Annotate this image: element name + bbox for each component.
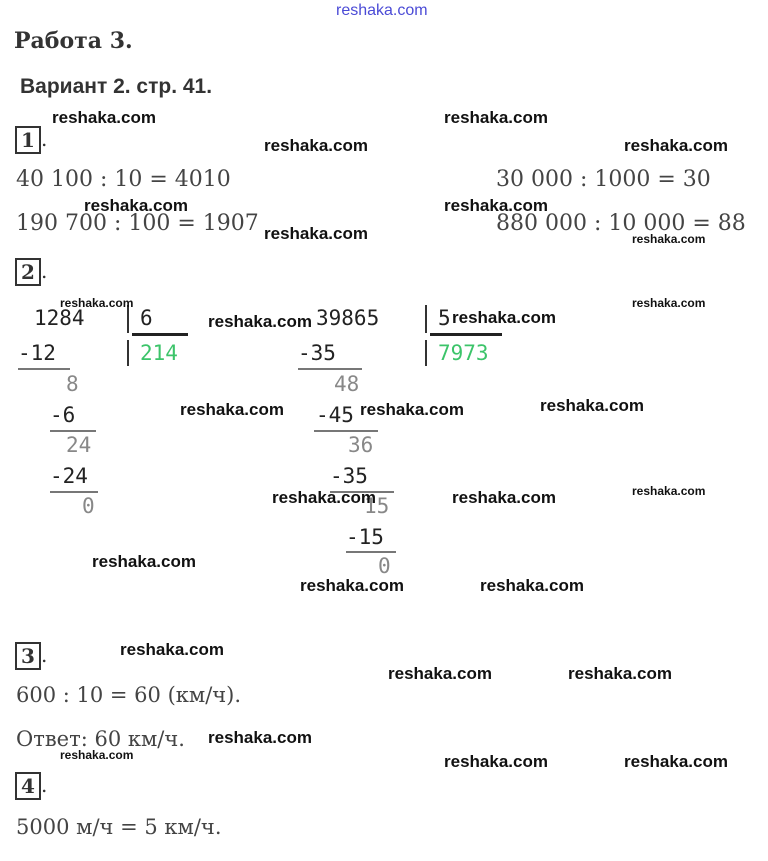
- div2-dividend: 39865: [316, 306, 380, 330]
- task-3-dot: .: [41, 643, 48, 667]
- watermark: reshaka.com: [120, 640, 224, 659]
- div2-step: 48: [334, 372, 360, 396]
- div1-step: 24: [66, 433, 92, 457]
- div2-step: 36: [348, 433, 374, 457]
- watermark: reshaka.com: [60, 748, 134, 762]
- div2-step: -15: [346, 525, 384, 549]
- div1-divisor-line: [132, 333, 188, 336]
- watermark: reshaka.com: [180, 400, 284, 419]
- task-3-equation: 600 : 10 = 60 (км/ч).: [16, 683, 242, 707]
- div1-step-line: [50, 491, 98, 493]
- div2-step: 0: [378, 554, 391, 578]
- watermark: reshaka.com: [360, 400, 464, 419]
- watermark: reshaka.com: [568, 664, 672, 683]
- watermark: reshaka.com: [624, 136, 728, 155]
- task-3-number: 3: [15, 642, 41, 670]
- task-4-number: 4: [15, 772, 41, 800]
- div2-quotient: 7973: [438, 341, 489, 365]
- div1-step-line: [18, 368, 70, 370]
- watermark: reshaka.com: [60, 296, 134, 310]
- task-2-number: 2: [15, 258, 41, 286]
- task-3-answer: Ответ: 60 км/ч.: [16, 727, 185, 751]
- div1-step: 0: [82, 494, 95, 518]
- watermark: reshaka.com: [84, 196, 188, 215]
- div1-divider-bottom: [127, 340, 129, 366]
- div1-divisor: 6: [140, 306, 153, 330]
- task-1-equation-2: 30 000 : 1000 = 30: [496, 167, 711, 192]
- watermark: reshaka.com: [452, 308, 556, 327]
- div1-step: -24: [50, 464, 88, 488]
- watermark: reshaka.com: [300, 576, 404, 595]
- watermark: reshaka.com: [264, 136, 368, 155]
- task-1-number: 1: [15, 126, 41, 154]
- div2-step: -35: [330, 464, 368, 488]
- div2-divider-bottom: [425, 340, 427, 366]
- div2-divider-top: [425, 305, 427, 333]
- div2-step-line: [346, 551, 396, 553]
- task-1-equation-4: 880 000 : 10 000 = 88: [496, 211, 746, 236]
- div1-step: 8: [66, 372, 79, 396]
- watermark: reshaka.com: [632, 484, 706, 498]
- watermark: reshaka.com: [444, 752, 548, 771]
- watermark: reshaka.com: [388, 664, 492, 683]
- div2-step: -45: [316, 403, 354, 427]
- watermark: reshaka.com: [624, 752, 728, 771]
- div1-dividend: 1284: [34, 306, 85, 330]
- div1-step: -6: [50, 403, 76, 427]
- watermark: reshaka.com: [444, 108, 548, 127]
- watermark: reshaka.com: [444, 196, 548, 215]
- watermark: reshaka.com: [452, 488, 556, 507]
- watermark: reshaka.com: [632, 232, 706, 246]
- task-4-equation: 5000 м/ч = 5 км/ч.: [16, 815, 222, 839]
- task-1-equation-3: 190 700 : 100 = 1907: [16, 211, 259, 236]
- div2-step-line: [314, 430, 378, 432]
- watermark: reshaka.com: [480, 576, 584, 595]
- watermark: reshaka.com: [264, 224, 368, 243]
- watermark: reshaka.com: [92, 552, 196, 571]
- watermark-top[interactable]: reshaka.com: [336, 2, 428, 19]
- watermark: reshaka.com: [632, 296, 706, 310]
- page-subtitle: Вариант 2. стр. 41.: [20, 75, 213, 98]
- task-2-dot: .: [41, 259, 48, 283]
- div2-step: -35: [298, 341, 336, 365]
- watermark: reshaka.com: [52, 108, 156, 127]
- page-title: Работа 3.: [14, 28, 133, 54]
- div1-step: -12: [18, 341, 56, 365]
- div2-step: 15: [364, 494, 390, 518]
- div2-step-line: [298, 368, 362, 370]
- div1-step-line: [50, 430, 96, 432]
- div1-quotient: 214: [140, 341, 178, 365]
- div2-divisor: 5: [438, 306, 451, 330]
- task-4-dot: .: [41, 773, 48, 797]
- watermark: reshaka.com: [208, 728, 312, 747]
- watermark: reshaka.com: [272, 488, 376, 507]
- watermark: reshaka.com: [540, 396, 644, 415]
- watermark: reshaka.com: [208, 312, 312, 331]
- task-1-equation-1: 40 100 : 10 = 4010: [16, 167, 231, 192]
- task-1-dot: .: [41, 127, 48, 151]
- div2-divisor-line: [430, 333, 502, 336]
